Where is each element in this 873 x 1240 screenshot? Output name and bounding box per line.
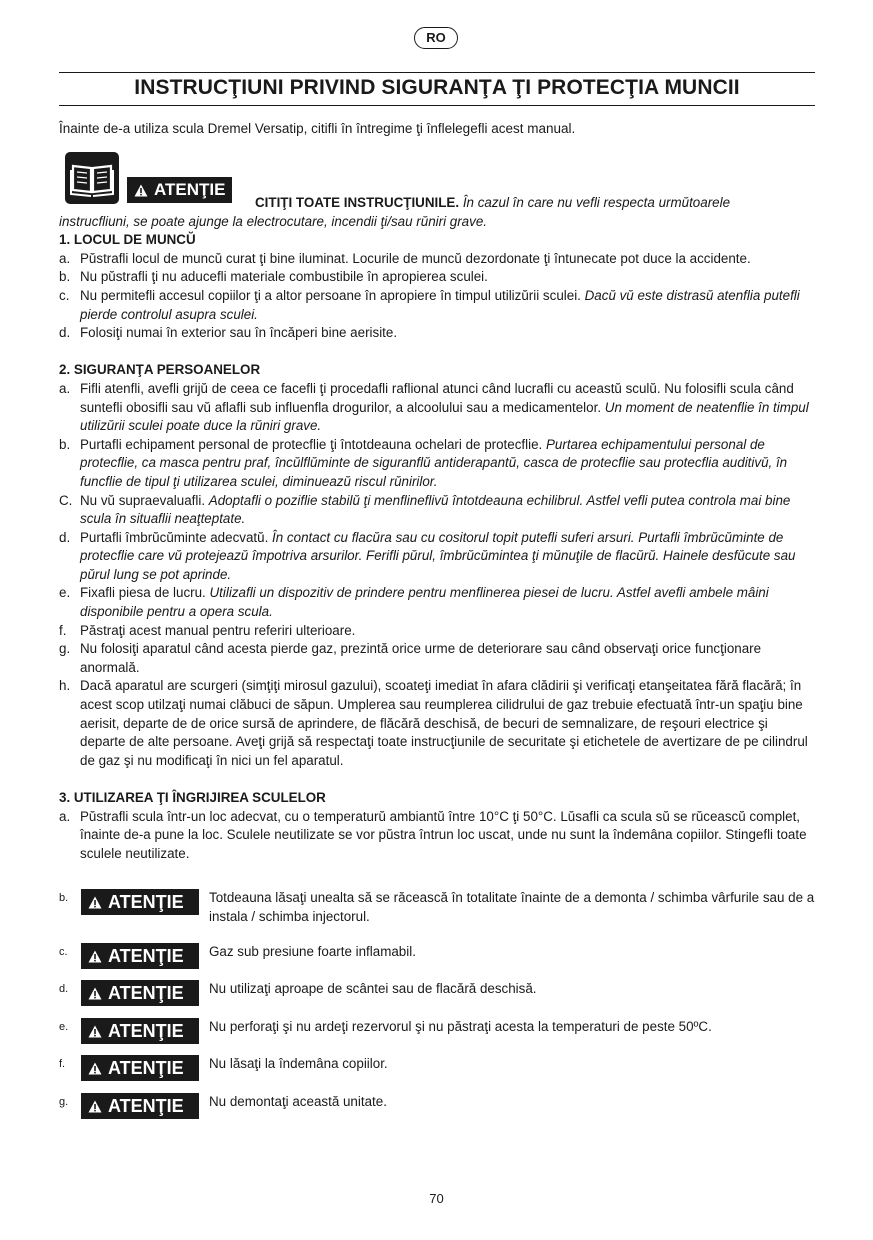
list-item-text [80, 250, 815, 269]
warning-triangle-icon [88, 1025, 102, 1038]
warning-label: e. [59, 1021, 69, 1033]
list-item [59, 622, 815, 641]
list-item-text [80, 529, 815, 585]
list-item-normal: Nu folosiţi aparatul când acesta pierde gaz, prezintă orice urme de deteriorare sau când observaţi orice funcţionare anormală. [80, 641, 762, 675]
list-item-normal: Nu vŭ supraevaluafli. [80, 492, 206, 508]
list-item-label: b. [59, 436, 71, 452]
list-item-normal: Fixafli piesa de lucru. [80, 585, 206, 601]
language-badge: RO [414, 27, 458, 49]
read-all-instructions-cont [59, 213, 815, 232]
list-item-text [80, 808, 815, 864]
list-item-text [80, 584, 815, 621]
list-item-normal: Purtafli echipament personal de protecflie ţi întotdeauna ochelari de protecflie. [80, 436, 543, 452]
list-item [59, 584, 815, 621]
list-item-normal: Purtafli îmbrŭcŭminte adecvatŭ. [80, 529, 269, 545]
list-item-text [80, 622, 815, 641]
list-item-italic: Un moment de neatenflie în timpul utilizŭrii sculei poate duce la rŭniri grave. [80, 399, 809, 434]
list-item-label: a. [59, 808, 71, 824]
list-item-text [80, 268, 815, 287]
list-item-label: g. [59, 641, 71, 657]
warning-triangle-icon [88, 987, 102, 1000]
list-item [59, 268, 815, 287]
read-all-italic-2: instrucfliuni, se poate ajunge la electrocutare, incendii ţi/sau rŭniri grave. [59, 213, 487, 229]
warning-text: Totdeauna lăsaţi unealta să se răcească în totalitate înainte de a demonta / schimba vârfurile sau de a instala / schimba injectorul. [209, 890, 815, 924]
attention-badge [81, 1018, 199, 1044]
warning-triangle-icon [88, 1062, 102, 1075]
section-heading: 3. UTILIZAREA ŢI ÎNGRIJIREA SCULELOR [59, 790, 326, 805]
list-item-normal: Pŭstrafli locul de muncŭ curat ţi bine iluminat. Locurile de muncŭ dezordonate ţi întunecate pot duce la accidente. [80, 250, 751, 266]
list-item-normal: Dacă aparatul are scurgeri (simţiţi mirosul gazului), scoateţi imediat în afara clădirii şi verificaţi etanşeitatea fără flacără; în acest scop utilzaţi numai clăbuci de săpun. Umplerea sau reumplerea cilidrului de gaz trebuie efectuată într-un spaţiu bine aerisit, departe de de orice sursă de aprindere, de flăcără deschisă, de becuri de semnalizare, de reşouri electrice şi departe de alte persoane. Aveţi grijă să respectaţi toate instrucţiunile de securitate şi etichetele de avertizare de pe cilindrul de gaz şi nu modificaţi în nici un fel aparatul. [80, 678, 808, 768]
warning-text: Nu perforaţi şi nu ardeţi rezervorul şi nu păstraţi acesta la temperaturi de peste 50ºC. [209, 1019, 712, 1034]
attention-label: ATENŢIE [108, 945, 184, 966]
list-item-normal: Păstraţi acest manual pentru referiri ulterioare. [80, 622, 356, 638]
warning-text: Gaz sub presiune foarte inflamabil. [209, 944, 416, 959]
attention-label: ATENŢIE [108, 982, 184, 1003]
list-item [59, 808, 815, 864]
list-item-label: h. [59, 678, 71, 694]
attention-label: ATENŢIE [108, 1020, 184, 1041]
attention-badge [81, 889, 199, 915]
attention-badge [81, 1093, 199, 1119]
list-item-italic: Utilizafli un dispozitiv de prindere pentru menflinerea piesei de lucru. Astfel avefli ambele mâini disponibile pentru a opera scula. [80, 585, 769, 620]
list-item [59, 324, 815, 343]
attention-label: ATENŢIE [108, 1057, 184, 1078]
list-item-italic: Adoptafli o poziflie stabilŭ ţi menflineflivŭ întotdeauna echilibrul. Astfel vefli putea controla mai bine scula în situaflii neaţteptate. [80, 492, 791, 527]
list-item-normal: Nu pŭstrafli ţi nu aducefli materiale combustibile în apropierea sculei. [80, 269, 488, 285]
list-item-normal: Fifli atenfli, avefli grijŭ de ceea ce facefli ţi procedafli raflional atunci când lucrafli cu aceastŭ sculŭ. Nu folosifli scula când suntefli obosifli sau vŭ aflafli sub influenfla drogurilor, a alcoolului sau a medicamentelor. [80, 380, 794, 415]
list-item-text [80, 324, 815, 343]
warning-label: d. [59, 983, 69, 995]
list-item [59, 677, 815, 770]
section-gap [59, 343, 815, 362]
list-item-label: d. [59, 325, 71, 341]
list-item [59, 492, 815, 529]
attention-badge [81, 980, 199, 1006]
list-item-text [80, 436, 815, 492]
list-item-text [80, 380, 815, 436]
warning-label: f. [59, 1058, 66, 1070]
warning-text: Nu lăsaţi la îndemâna copiilor. [209, 1056, 388, 1071]
list-item [59, 287, 815, 324]
list-item-label: a. [59, 380, 71, 396]
list-item-italic: În contact cu flacŭra sau cu cositorul topit putefli suferi arsuri. Purtafli îmbrŭcŭminte de protecflie care vŭ protejeazŭ împotriva arsurilor. Ferifli pŭrul, îmbrŭcŭmintea ţi mŭnuţile de flacŭrŭ. Hainele desfŭcute sau pŭrul lung se pot aprinde. [80, 529, 796, 582]
list-item-label: b. [59, 269, 71, 285]
section-gap [59, 770, 815, 789]
list-item-label: a. [59, 250, 71, 266]
attention-label: ATENŢIE [154, 180, 226, 199]
list-item [59, 640, 815, 677]
list-item-text [80, 677, 815, 770]
warning-label: c. [59, 946, 68, 958]
warning-label: g. [59, 1096, 69, 1108]
list-item-normal: Nu permitefli accesul copiilor ţi a altor persoane în apropiere în timpul utilizŭrii sculei. [80, 287, 581, 303]
warning-text: Nu utilizaţi aproape de scântei sau de flacără deschisă. [209, 981, 537, 996]
read-all-italic-1: În cazul în care nu vefli respecta urmŭtoarele [462, 195, 731, 210]
read-all-instructions [59, 194, 815, 213]
page-number: 70 [429, 1191, 444, 1206]
warning-triangle-icon [88, 950, 102, 963]
intro-text: Înainte de-a utiliza scula Dremel Versatip, citifli în întregime ţi înflelegefli acest manual. [59, 121, 576, 136]
list-item [59, 380, 815, 436]
attention-badge [81, 943, 199, 969]
attention-badge [81, 1055, 199, 1081]
title-rule-top [59, 72, 815, 73]
title-rule-bottom [59, 105, 815, 106]
list-item-label: C. [59, 492, 73, 508]
page-title: INSTRUCŢIUNI PRIVIND SIGURANŢA ŢI PROTECŢIA MUNCII [134, 76, 740, 99]
list-item [59, 436, 815, 492]
list-item-label: d. [59, 529, 71, 545]
warning-triangle-icon [88, 1100, 102, 1113]
attention-label: ATENŢIE [108, 1095, 184, 1116]
warning-triangle-icon [88, 896, 102, 909]
section-heading: 2. SIGURANŢA PERSOANELOR [59, 362, 261, 378]
list-item-label: f. [59, 622, 67, 638]
list-item-label: e. [59, 585, 71, 601]
section-heading: 1. LOCUL DE MUNCŬ [59, 232, 196, 248]
list-item-normal: Folosiţi numai în exterior sau în încăperi bine aerisite. [80, 325, 398, 341]
list-item-label: c. [59, 287, 70, 303]
list-item-text [80, 640, 815, 677]
safety-instructions [59, 194, 815, 863]
warning-label: b. [59, 892, 69, 904]
list-item-italic: Purtarea echipamentului personal de protecflie, ca masca pentru praf, încŭlflŭminte de siguranflŭ antiderapantŭ, casca de protecflie sau protecflia auditivŭ, în funcflie de tipul ţi utilizarea sculei, diminueazŭ riscul rŭnirilor. [80, 436, 788, 489]
list-item [59, 250, 815, 269]
warning-text: Nu demontaţi această unitate. [209, 1094, 387, 1109]
read-all-bold: CITIŢI TOATE INSTRUCŢIUNILE. [255, 195, 460, 210]
attention-label: ATENŢIE [108, 891, 184, 912]
list-item-text [80, 492, 815, 529]
list-item [59, 529, 815, 585]
list-item-italic: Dacŭ vŭ este distrasŭ atenflia putefli pierde controlul asupra sculei. [80, 287, 800, 322]
list-item-text [80, 287, 815, 324]
list-item-normal: Pŭstrafli scula într-un loc adecvat, cu o temperaturŭ ambiantŭ între 10°C ţi 50°C. Lŭsafli ca scula sŭ se rŭceascŭ complet, înainte de-a pune la loc. Sculele neutilizate se vor pŭstra întrun loc uscat, unde nu sunt la îndemâna copiilor. Stingefli toate sculele neutilizate. [80, 808, 807, 861]
